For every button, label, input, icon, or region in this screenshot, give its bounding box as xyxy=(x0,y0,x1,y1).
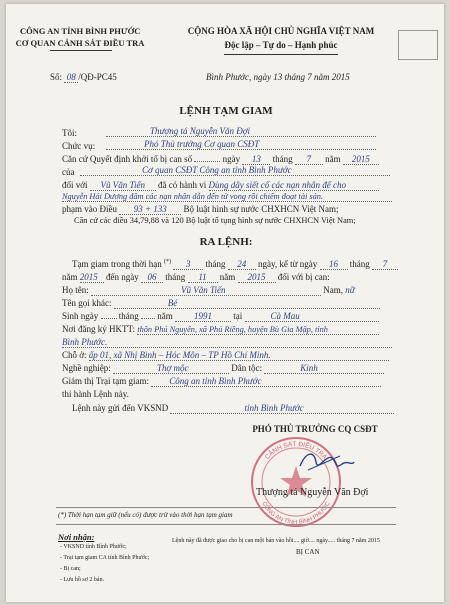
footnote-rule xyxy=(56,507,396,508)
alias-line: Tên gọi khác: Bé xyxy=(62,298,380,309)
document-title: LỆNH TẠM GIAM xyxy=(179,105,273,117)
detention-period-line: Tạm giam trong thời hạn (*) 3 tháng 24 ngày, kể từ ngày 16 tháng 7 xyxy=(72,259,398,270)
issue-date: Bình Phước, ngày 13 tháng 7 năm 2015 xyxy=(206,72,350,82)
recipient-item: - Bị can; xyxy=(60,566,81,572)
handwritten-signature xyxy=(296,444,356,478)
residence-line: Nơi đăng ký HKTT: thôn Phú Nguyên, xã Phú Riềng, huyện Bù Gia Mập, tỉnh xyxy=(62,324,379,335)
signer-name: Thượng tá Nguyễn Văn Đợi xyxy=(256,487,369,498)
document-page xyxy=(6,4,444,602)
recipient-item: - VKSND tỉnh Bình Phước; xyxy=(60,544,127,550)
act-description: Nguyễn Hải Dương đâm các nạn nhân dẫn đến tử vong rồi chiếm đoạt tài sản. xyxy=(62,192,392,202)
motto-underline xyxy=(224,54,338,55)
order-heading: RA LỆNH: xyxy=(199,236,253,248)
footnote-rule-bottom xyxy=(56,524,396,525)
motto: Độc lập – Tự do – Hạnh phúc xyxy=(224,40,338,50)
document-number: Số: 08 /QĐ-PC45 xyxy=(50,72,117,82)
send-to-line: Lệnh này gửi đến VKSND tỉnh Bình Phước xyxy=(72,403,394,414)
occupation-line: Nghề nghiệp: Thợ mộc Dân tộc: Kinh xyxy=(62,363,384,374)
agency-label: của xyxy=(62,167,75,177)
recipient-item: - Trại tạm giam CA tỉnh Bình Phước; xyxy=(60,555,150,561)
recipients-label: Nơi nhận: xyxy=(58,532,95,542)
issuer-name: Thượng tá Nguyễn Văn Đợi xyxy=(106,126,376,137)
execute-line: thi hành Lệnh này. xyxy=(62,389,129,399)
violation-line: phạm vào Điều 93 + 133 Bộ luật hình sự nước CHXHCN Việt Nam; xyxy=(62,204,339,214)
position-value: Phó Thủ trưởng Cơ quan CSĐT xyxy=(106,139,376,150)
warden-line: Giám thị Trại tạm giam: Công an tỉnh Bình Phước xyxy=(62,376,381,387)
svg-text:CÔNG AN TỈNH BÌNH PHƯỚC: CÔNG AN TỈNH BÌNH PHƯỚC xyxy=(260,501,332,527)
signer-title: PHÓ THỦ TRƯỞNG CQ CSĐT xyxy=(252,424,378,434)
address-line: Chỗ ở: ấp 01, xã Nhị Bình – Hóc Môn – TP Hồ Chí Minh. xyxy=(62,350,389,361)
svg-text:CẢNH SÁT ĐIỀU TRA: CẢNH SÁT ĐIỀU TRA xyxy=(263,440,329,462)
birth-line: Sinh ngày tháng năm 1991 tại Cà Mau xyxy=(62,311,379,322)
basis-line: Căn cứ Quyết định khởi tố bị can số ngày 13 tháng 7 năm 2015 xyxy=(62,154,379,165)
recipient-item: - Lưu hồ sơ 2 bản. xyxy=(60,577,105,583)
residence-line-2: Bình Phước. xyxy=(62,337,392,348)
accused-signature-label: BỊ CAN xyxy=(296,548,320,556)
position-label: Chức vụ: xyxy=(62,141,96,151)
accused-name-line: Họ tên: Vũ Văn Tiến Nam, nữ xyxy=(62,285,355,295)
agency-line-1: CÔNG AN TỈNH BÌNH PHƯỚC xyxy=(20,26,141,36)
agency-line-2: CƠ QUAN CẢNH SÁT ĐIỀU TRA xyxy=(15,38,145,48)
issuer-label: Tôi: xyxy=(62,128,77,138)
footnote: (*) Thời hạn tạm giữ (nếu có) được trừ vào thời hạn tạm giam xyxy=(58,511,233,519)
form-code-box xyxy=(398,30,438,60)
detention-dates-line: năm 2015 đến ngày 06 tháng 11 năm 2015 đối với bị can: xyxy=(62,272,330,282)
country-header: CỘNG HÒA XÃ HỘI CHỦ NGHĨA VIỆT NAM xyxy=(187,26,375,36)
receipt-line: Lệnh này đã được giao cho bị can một bản vào hồi.... giờ.... ngày..... tháng 7 năm 2015 xyxy=(172,538,380,544)
agency-value: Cơ quan CSĐT Công an tỉnh Bình Phước xyxy=(80,165,390,176)
agency-underline xyxy=(50,50,112,51)
legal-basis-2: Căn cứ các điều 34,79,88 và 120 Bộ luật tố tụng hình sự nước CHXHCN Việt Nam; xyxy=(74,216,356,225)
accused-act-line: đối với Vũ Văn Tiến đã có hành vi Dùng dây siết cổ các nạn nhân để cho xyxy=(62,180,379,191)
